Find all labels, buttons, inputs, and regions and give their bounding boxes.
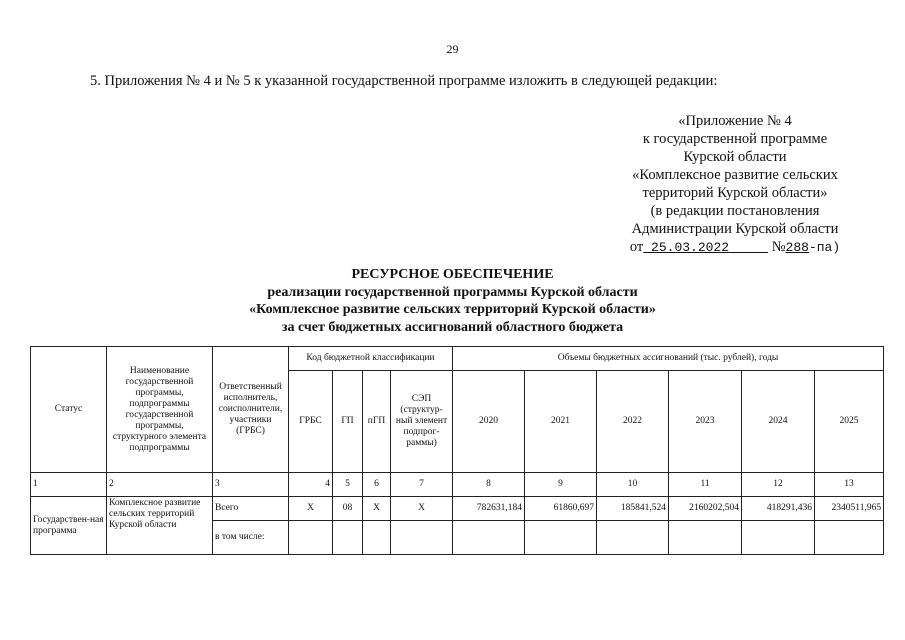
column-number: 4 — [289, 473, 333, 497]
row-sep: Х — [391, 497, 453, 521]
header-year: 2020 — [453, 371, 525, 473]
appendix-line: «Комплексное развитие сельских — [632, 167, 838, 183]
row-value-2023: 2160202,504 — [669, 497, 742, 521]
header-year: 2024 — [742, 371, 815, 473]
table-row — [31, 497, 884, 521]
document-title — [0, 266, 905, 336]
title-line: за счет бюджетных ассигнований областного бюджета — [281, 319, 624, 335]
column-number: 1 — [31, 473, 107, 497]
column-number: 2 — [107, 473, 213, 497]
header-year: 2023 — [669, 371, 742, 473]
appendix-line: «Приложение № 4 — [678, 113, 792, 129]
resource-table — [30, 346, 884, 555]
header-executor: Ответственный исполнитель, соисполнители, участники (ГРБС) — [213, 347, 289, 473]
row-value-2024: 418291,436 — [742, 497, 815, 521]
row-value-2022: 185841,524 — [597, 497, 669, 521]
empty-cell — [525, 521, 597, 555]
column-number: 12 — [742, 473, 815, 497]
header-grbs: ГРБС — [289, 371, 333, 473]
header-year: 2025 — [815, 371, 884, 473]
appendix-header — [600, 112, 870, 257]
row-name: Комплексное развитие сельских территорий Курской области — [107, 497, 213, 555]
empty-cell — [815, 521, 884, 555]
header-volumes: Объемы бюджетных ассигнований (тыс. рублей), годы — [453, 347, 884, 371]
header-gp: ГП — [333, 371, 363, 473]
column-number: 6 — [363, 473, 391, 497]
resolution-date: 25.03.2022 — [651, 240, 730, 255]
column-number: 13 — [815, 473, 884, 497]
row-value-2021: 61860,697 — [525, 497, 597, 521]
title-line: реализации государственной программы Курской области — [267, 284, 638, 300]
appendix-line: территорий Курской области» — [642, 185, 828, 201]
appendix-line: (в редакции постановления — [650, 203, 820, 219]
empty-cell — [669, 521, 742, 555]
row-value-2025: 2340511,965 — [815, 497, 884, 521]
column-number: 11 — [669, 473, 742, 497]
empty-cell — [453, 521, 525, 555]
resolution-number: 288 — [785, 240, 809, 255]
number-suffix: -па) — [808, 240, 841, 255]
empty-cell — [289, 521, 333, 555]
empty-cell — [391, 521, 453, 555]
page-number: 29 — [446, 42, 459, 56]
header-name: Наименование государственной программы, подпрограммы государственной программы, структурного элемента подпрограммы — [107, 347, 213, 473]
row-status: Государствен-ная программа — [31, 497, 107, 555]
appendix-line: Администрации Курской области — [631, 221, 839, 237]
row-value-2020: 782631,184 — [453, 497, 525, 521]
column-number: 8 — [453, 473, 525, 497]
empty-cell — [742, 521, 815, 555]
empty-cell — [363, 521, 391, 555]
header-pgp: пГП — [363, 371, 391, 473]
intro-paragraph: 5. Приложения № 4 и № 5 к указанной государственной программе изложить в следующей редакции: — [90, 73, 718, 89]
header-status: Статус — [31, 347, 107, 473]
column-number: 3 — [213, 473, 289, 497]
appendix-line: Курской области — [683, 149, 787, 165]
row-executor: Всего — [213, 497, 289, 521]
column-number: 10 — [597, 473, 669, 497]
row-executor: в том числе: — [213, 521, 289, 555]
column-number: 9 — [525, 473, 597, 497]
column-number: 5 — [333, 473, 363, 497]
empty-cell — [333, 521, 363, 555]
title-line: «Комплексное развитие сельских территорий Курской области» — [249, 302, 656, 317]
row-gp: 08 — [333, 497, 363, 521]
number-prefix: № — [771, 239, 786, 255]
row-grbs: Х — [289, 497, 333, 521]
appendix-date-line — [600, 238, 870, 257]
header-sep: СЭП (структур-ный элемент подпрог-раммы) — [391, 371, 453, 473]
column-number-row — [31, 473, 884, 497]
appendix-line: к государственной программе — [642, 131, 828, 147]
column-number: 7 — [391, 473, 453, 497]
title-line: РЕСУРСНОЕ ОБЕСПЕЧЕНИЕ — [351, 267, 554, 282]
header-budget-code: Код бюджетной классификации — [289, 347, 453, 371]
row-pgp: Х — [363, 497, 391, 521]
header-year: 2021 — [525, 371, 597, 473]
date-prefix: от — [629, 239, 644, 255]
empty-cell — [597, 521, 669, 555]
header-year: 2022 — [597, 371, 669, 473]
